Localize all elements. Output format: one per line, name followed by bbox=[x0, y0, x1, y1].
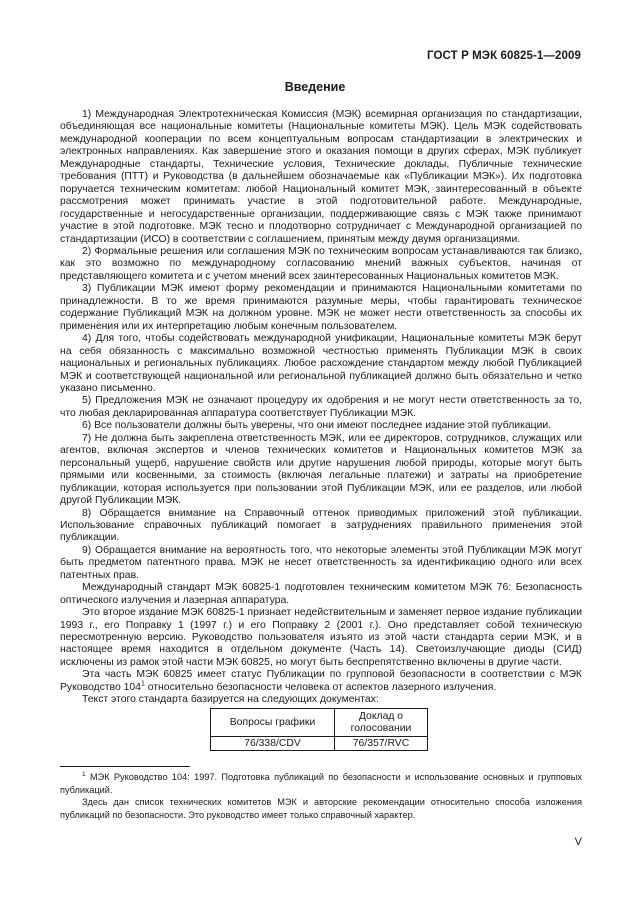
footnote-text: МЭК Руководство 104: 1997. Подготовка публикаций по безопасности и использование основных и групповых публикаций. bbox=[60, 772, 582, 795]
table-header-row bbox=[211, 709, 428, 737]
paragraph: 7) Не должна быть закреплена ответственность МЭК, или ее директоров, сотрудников, служащих или агентов, включая экспертов и членов технических комитетов и Национальных комитетов МЭК за персональный ущерб, нарушение свойств или другие нарушения любой природы, которые могут быть прямыми или косвенными, за стоимость (включая легальные платежи) и затраты на приобретение публикации, которая используется при пользовании этой Публикации МЭК, или ее разделов, или любой другой Публикации МЭК. bbox=[60, 432, 582, 507]
paragraph: 9) Обращается внимание на вероятность того, что некоторые элементы этой Публикации МЭК могут быть предметом патентного права. МЭК не несет ответственность за идентификацию одного или всех патентных прав. bbox=[60, 544, 582, 581]
table-cell: 76/357/RVC bbox=[335, 737, 428, 751]
paragraph: 4) Для того, чтобы содействовать международной унификации, Национальные комитеты МЭК берут на себя обязанность с максимально возможной честностью применять Публикации МЭК в своих национальных и региональных публикациях. Любое расхождение стандартом между любой Публикацией МЭК и соответствующей национальной или региональной публикацией должно быть обязательно и четко указано письменно. bbox=[60, 333, 582, 394]
footnote-divider bbox=[60, 766, 190, 767]
table-row bbox=[211, 737, 428, 751]
section-title: Введение bbox=[284, 80, 346, 94]
footnote-ref: 1 bbox=[140, 680, 145, 688]
paragraph: 1) Международная Электротехническая Комиссия (МЭК) всемирная организация по стандартизации, объединяющая все национальные комитеты (Национальные комитеты МЭК). Цель МЭК содействовать международной кооперации по всем концептуальным вопросам стандартизации в электрических и электронных направлениях. Как завершение этого и оказания помощи в других сферах, МЭК публикует Международные стандарты, Технические условия, Технические доклады, Публичные технические требования (ПТТ) и Руководства (в дальнейшем обозначаемые как «Публикации МЭК»). Их подготовка поручается техническим комитетам: любой Национальный комитет МЭК, заинтересованный в объекте рассмотрения может принимать участие в этой подготовительной работе. Международные, государственные и негосударственные организации, поддерживающие связь с МЭК также принимают участие в этой подготовке. МЭК тесно и плодотворно сотрудничает с Международной организацией по стандартизации (ИСО) в соответствии с соглашением, принятым между двумя организациями. bbox=[60, 109, 582, 245]
paragraph-basis: Текст этого стандарта базируется на следующих документах: bbox=[82, 694, 379, 706]
paragraph: 5) Предложения МЭК не означают процедуру их одобрения и не могут нести ответственность за то, что любая декларированная аппаратура соответствует Публикации МЭК. bbox=[60, 395, 582, 419]
paragraph: Это второе издание МЭК 60825-1 признает недействительным и заменяет первое издание публикации 1993 г., его Поправку 1 (1997 г.) и его Поправку 2 (2001 г.). Оно представляет собой техническую пересмотренную версию. Руководство пользователя изъято из этой части стандарта серии МЭК, и в настоящее время находится в отдельном документе (Часть 14). Светоизлучающие диоды (СИД) исключены из рамок этой части МЭК 60825, но могут быть беспрепятственно включены в другие части. bbox=[60, 607, 582, 668]
paragraph-text: относительно безопасности человека от аспектов лазерного излучения. bbox=[144, 681, 497, 693]
paragraph: 8) Обращается внимание на Справочный оттенок приводимых приложений этой публикации. Использование справочных публикаций помогает в затруднениях правильного применения этой публикации. bbox=[60, 507, 582, 544]
page-number: V bbox=[574, 836, 582, 848]
paragraph: 6) Все пользователи должны быть уверены, что они имеют последнее издание этой публикации. bbox=[82, 420, 552, 432]
paragraph: 3) Публикации МЭК имеют форму рекомендации и принимаются Национальными комитетами по принадлежности. В то же время принимаются разумные меры, чтобы гарантировать техническое содержание Публикаций МЭК на должном уровне. МЭК не может нести ответственность за способы их применения или их интерпретацию любым конечным пользователем. bbox=[60, 283, 582, 332]
table-cell: 76/338/CDV bbox=[211, 737, 335, 751]
paragraph-text: Эта часть МЭК 60825 имеет статус Публикации по групповой безопасности в соответствии с МЭК Руководство 104 bbox=[60, 669, 582, 693]
paragraph: 2) Формальные решения или соглашения МЭК по техническим вопросам устанавливаются так близко, как это возможно по международному согласованию мнений важных субъектов, начиная от представляющего комитета и с учетом мнений всех заинтересованных Национальных комитетов МЭК. bbox=[60, 245, 582, 282]
body-text bbox=[60, 109, 582, 707]
paragraph: Международный стандарт МЭК 60825-1 подготовлен техническим комитетом МЭК 76: Безопасность оптического излучения и лазерная аппаратура. bbox=[60, 582, 582, 606]
footnote: Здесь дан список технических комитетов МЭК и авторские рекомендации относительно способа изложения публикаций по безопасности. Это руководство имеет только справочный характер. bbox=[60, 797, 582, 820]
footnote bbox=[60, 771, 582, 796]
paragraph-group-safety bbox=[60, 669, 582, 694]
footnotes bbox=[60, 771, 582, 821]
table-header-cell: Доклад о голосовании bbox=[335, 709, 428, 737]
document-id-header: ГОСТ Р МЭК 60825-1—2009 bbox=[427, 50, 581, 62]
footnote-marker: 1 bbox=[82, 770, 86, 778]
table-header-cell: Вопросы графики bbox=[211, 709, 335, 737]
documents-table bbox=[210, 708, 428, 751]
